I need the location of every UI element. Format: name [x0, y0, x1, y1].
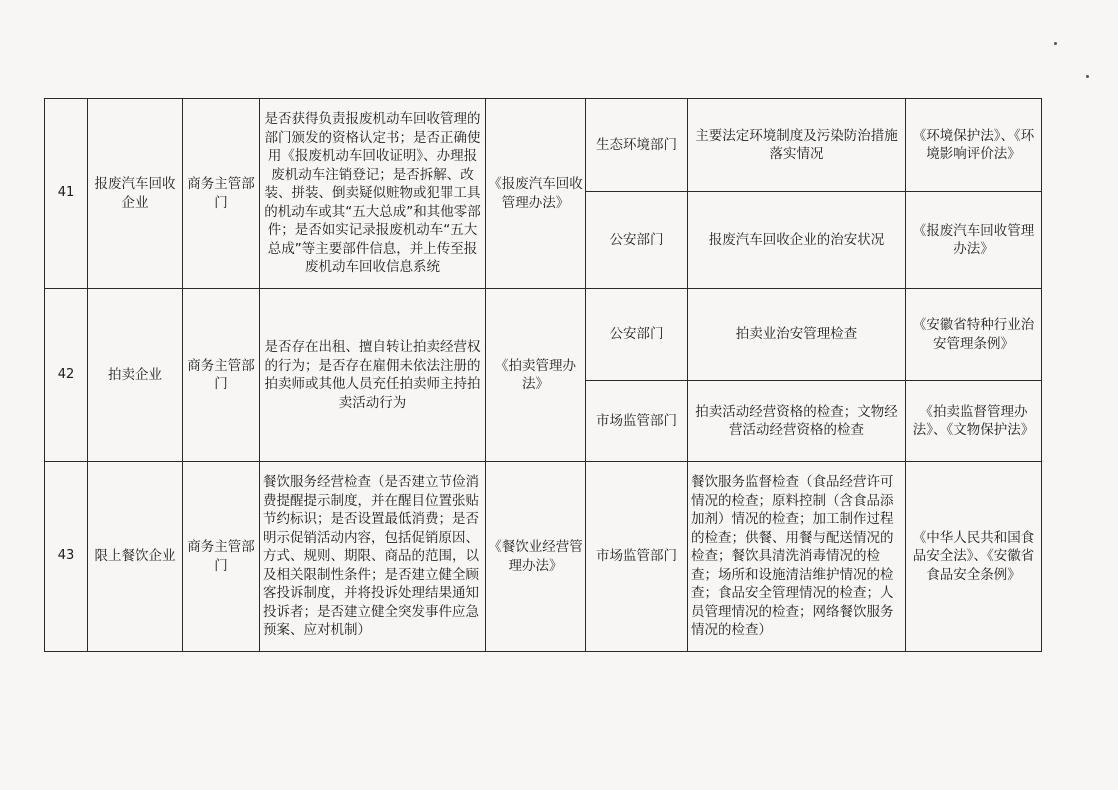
sub-department: 公安部门: [586, 192, 688, 289]
enterprise-type: 报废汽车回收企业: [88, 99, 183, 289]
sub-department: 生态环境部门: [586, 99, 688, 192]
sub-department: 市场监管部门: [586, 462, 688, 652]
sub-legal-basis: 《中华人民共和国食品安全法》、《安徽省食品安全条例》: [906, 462, 1042, 652]
lead-department: 商务主管部门: [183, 99, 260, 289]
inspection-table: [44, 98, 1042, 652]
sub-department: 市场监管部门: [586, 381, 688, 462]
enterprise-type: 限上餐饮企业: [88, 462, 183, 652]
sub-inspection-item: 报废汽车回收企业的治安状况: [688, 192, 906, 289]
scan-dot: [1086, 75, 1089, 78]
lead-department: 商务主管部门: [183, 289, 260, 462]
sub-inspection-item: 主要法定环境制度及污染防治措施落实情况: [688, 99, 906, 192]
sub-legal-basis: 《拍卖监督管理办法》、《文物保护法》: [906, 381, 1042, 462]
sub-legal-basis: 《安徽省特种行业治安管理条例》: [906, 289, 1042, 381]
sub-inspection-item: 拍卖业治安管理检查: [688, 289, 906, 381]
row-number: 43: [45, 462, 88, 652]
sub-legal-basis: 《环境保护法》、《环境影响评价法》: [906, 99, 1042, 192]
row-number: 41: [45, 99, 88, 289]
legal-basis: 《报废汽车回收管理办法》: [486, 99, 586, 289]
table-row: [45, 99, 1042, 192]
enterprise-type: 拍卖企业: [88, 289, 183, 462]
sub-legal-basis: 《报废汽车回收管理办法》: [906, 192, 1042, 289]
sub-inspection-item: 拍卖活动经营资格的检查；文物经营活动经营资格的检查: [688, 381, 906, 462]
scan-dot: [1054, 42, 1057, 45]
table-row: [45, 462, 1042, 652]
inspection-content: 是否存在出租、擅自转让拍卖经营权的行为；是否存在雇佣未依法注册的拍卖师或其他人员充任拍卖师主持拍卖活动行为: [260, 289, 486, 462]
inspection-content: 是否获得负责报废机动车回收管理的部门颁发的资格认定书；是否正确使用《报废机动车回收证明》、办理报废机动车注销登记；是否拆解、改装、拼装、倒卖疑似赃物或犯罪工具的机动车或其“五大总成”和其他零部件；是否如实记录报废机动车“五大总成”等主要部件信息，并上传至报废机动车回收信息系统: [260, 99, 486, 289]
sub-inspection-item: 餐饮服务监督检查（食品经营许可情况的检查；原料控制（含食品添加剂）情况的检查；加工制作过程的检查；供餐、用餐与配送情况的检查；餐饮具清洗消毒情况的检查；场所和设施清洁维护情况的检查；食品安全管理情况的检查；人员管理情况的检查；网络餐饮服务情况的检查）: [688, 462, 906, 652]
inspection-content: 餐饮服务经营检查（是否建立节俭消费提醒提示制度，并在醒目位置张贴节约标识；是否设置最低消费；是否明示促销活动内容，包括促销原因、方式、规则、期限、商品的范围，以及相关限制性条件；是否建立健全顾客投诉制度，并将投诉处理结果通知投诉者；是否建立健全突发事件应急预案、应对机制）: [260, 462, 486, 652]
row-number: 42: [45, 289, 88, 462]
sub-department: 公安部门: [586, 289, 688, 381]
legal-basis: 《拍卖管理办法》: [486, 289, 586, 462]
table-row: [45, 289, 1042, 381]
lead-department: 商务主管部门: [183, 462, 260, 652]
legal-basis: 《餐饮业经营管理办法》: [486, 462, 586, 652]
